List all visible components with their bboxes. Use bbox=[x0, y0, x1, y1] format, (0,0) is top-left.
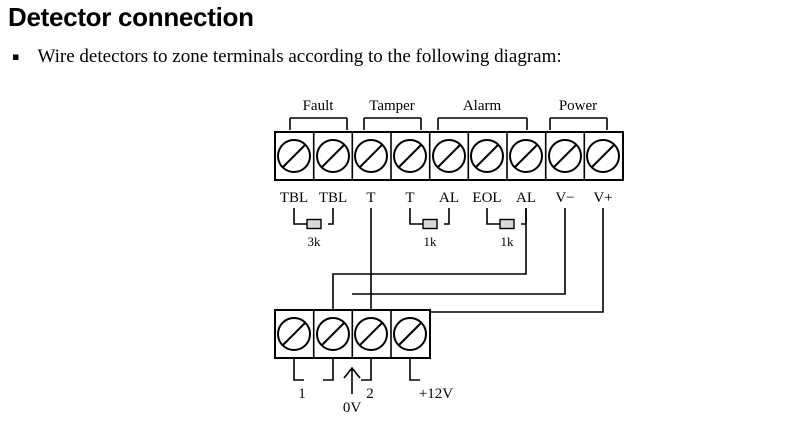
group-label-fault: Fault bbox=[302, 98, 334, 114]
group-brackets bbox=[290, 118, 607, 130]
detector-label-2: 2 bbox=[366, 386, 374, 402]
detector-label-1: 1 bbox=[298, 386, 306, 402]
detector-label-12v: +12V bbox=[418, 386, 454, 402]
terminal-label-2: TBL bbox=[318, 190, 348, 206]
terminal-label-8: V− bbox=[555, 190, 575, 206]
terminal-label-4: T bbox=[405, 190, 415, 206]
main-terminal-block bbox=[275, 132, 623, 180]
bullet-marker-icon: ▪ bbox=[12, 50, 20, 63]
terminal-label-3: T bbox=[366, 190, 376, 206]
resistor-label-3k: 3k bbox=[307, 234, 321, 249]
terminal-label-5: AL bbox=[439, 190, 459, 206]
detector-leads bbox=[294, 358, 420, 394]
bullet-item bbox=[12, 44, 772, 70]
group-label-power: Power bbox=[558, 98, 598, 114]
terminal-label-1: TBL bbox=[279, 190, 309, 206]
detector-terminal-block bbox=[275, 310, 430, 358]
resistor-jumpers bbox=[294, 208, 526, 224]
terminal-label-7: AL bbox=[516, 190, 536, 206]
bullet-text: Wire detectors to zone terminals according to the following diagram: bbox=[37, 46, 562, 67]
detector-label-0v: 0V bbox=[342, 400, 362, 416]
terminal-label-6: EOL bbox=[472, 190, 502, 206]
group-label-tamper: Tamper bbox=[369, 98, 415, 114]
terminal-label-9: V+ bbox=[593, 190, 613, 206]
resistor-label-1k-eol: 1k bbox=[500, 234, 514, 249]
page-title: Detector connection bbox=[8, 2, 254, 32]
resistor-label-1k-alarm-in: 1k bbox=[423, 234, 437, 249]
group-label-alarm: Alarm bbox=[462, 98, 502, 114]
wiring-diagram bbox=[230, 80, 710, 430]
